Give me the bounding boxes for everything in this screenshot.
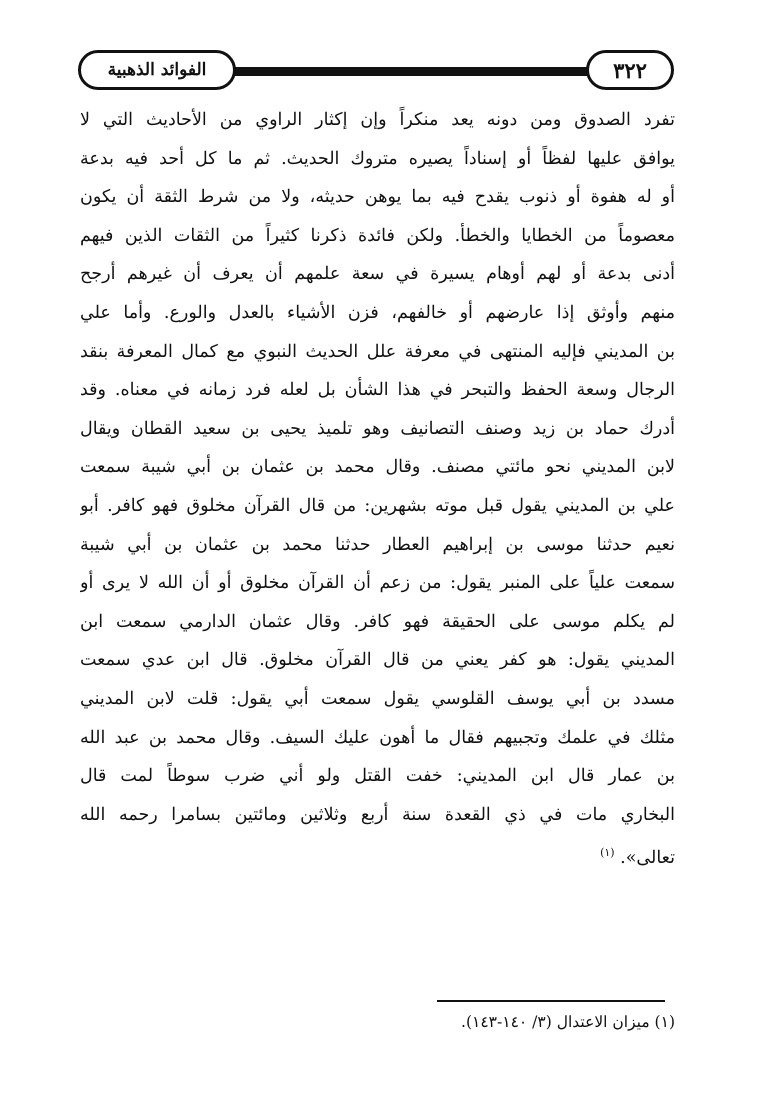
text-line: أو له هفوة أو ذنوب يقدح فيه بما يوهن حديثه، ولا من شرط الثقة أن يكون [80,187,675,208]
text-line: مسدد بن أبي يوسف القلوسي يقول سمعت أبي يقول: قلت لابن المديني [80,688,675,709]
text-line: منهم وأوثق إذا عارضهم أو خالفهم، فزن الأشياء بالعدل والورع. وأما علي [80,302,675,323]
text-line: المديني يقول: هو كفر يعني من قال القرآن مخلوق. قال ابن عدي سمعت [80,650,675,671]
text-line: بن عمار قال ابن المديني: خفت القتل ولو أني ضرب سوطاً لمت قال [80,766,675,787]
text-line: البخاري مات في ذي القعدة سنة أربع وثلاثين ومائتين بسامرا رحمه الله [80,804,675,825]
text-line: علي بن المديني يقول قبل موته بشهرين: من قال القرآن مخلوق فهو كافر. أبو [80,495,675,516]
text-line: مثلك في علمك وتجبيهم فقال ما أهون عليك السيف. وقال محمد بن عبد الله [80,727,675,748]
footnote-marker: (١) [600,846,615,860]
text-line: معصوماً من الخطايا والخطأ. ولكن فائدة ذكرنا كثيراً من الثقات الذين فيهم [80,225,675,246]
text-line: لابن المديني نحو مائتي مصنف. وقال محمد بن عثمان بن أبي شيبة سمعت [80,457,675,478]
page-header [78,48,674,98]
footnote-separator [437,1000,665,1002]
text-line: تفرد الصدوق ومن دونه يعد منكراً وإن إكثار الراوي من الأحاديث التي لا [80,110,675,130]
page-number: ٣٢٢ [586,50,674,90]
text-line: يوافق عليها لفظاً أو إسناداً يصيره متروك الحديث. ثم ما كل أحد فيه بدعة [80,148,675,169]
footnote: (١) ميزان الاعتدال (٣/ ١٤٠-١٤٣). [461,1013,675,1031]
book-title: الفوائد الذهبية [78,50,236,90]
last-line-text: تعالى». [620,848,675,869]
text-line: أدنى بدعة أو لهم أوهام يسيرة في سعة علمهم أن يعرف أن غيرهم أرجح [80,264,675,285]
text-line: أدرك حماد بن زيد وصنف التصانيف وهو تلميذ يحيى بن سعيد القطان ويقال [80,418,675,439]
main-text [80,101,675,873]
text-line: بن المديني فإليه المنتهى في معرفة علل الحديث النبوي مع كمال المعرفة بنقد [80,341,675,362]
text-line: نعيم حدثنا موسى بن إبراهيم العطار حدثنا محمد بن عثمان بن أبي شيبة [80,534,675,555]
text-line: الرجال وسعة الحفظ والتبحر في هذا الشأن بل لعله فرد زمانه في معناه. وقد [80,380,675,401]
text-line: لم يكلم موسى على الحقيقة فهو كافر. وقال عثمان الدارمي سمعت ابن [80,611,675,632]
text-line: سمعت علياً على المنبر يقول: من زعم أن القرآن مخلوق أو أن الله لا يرى أو [80,573,675,594]
text-line-last [80,834,675,873]
